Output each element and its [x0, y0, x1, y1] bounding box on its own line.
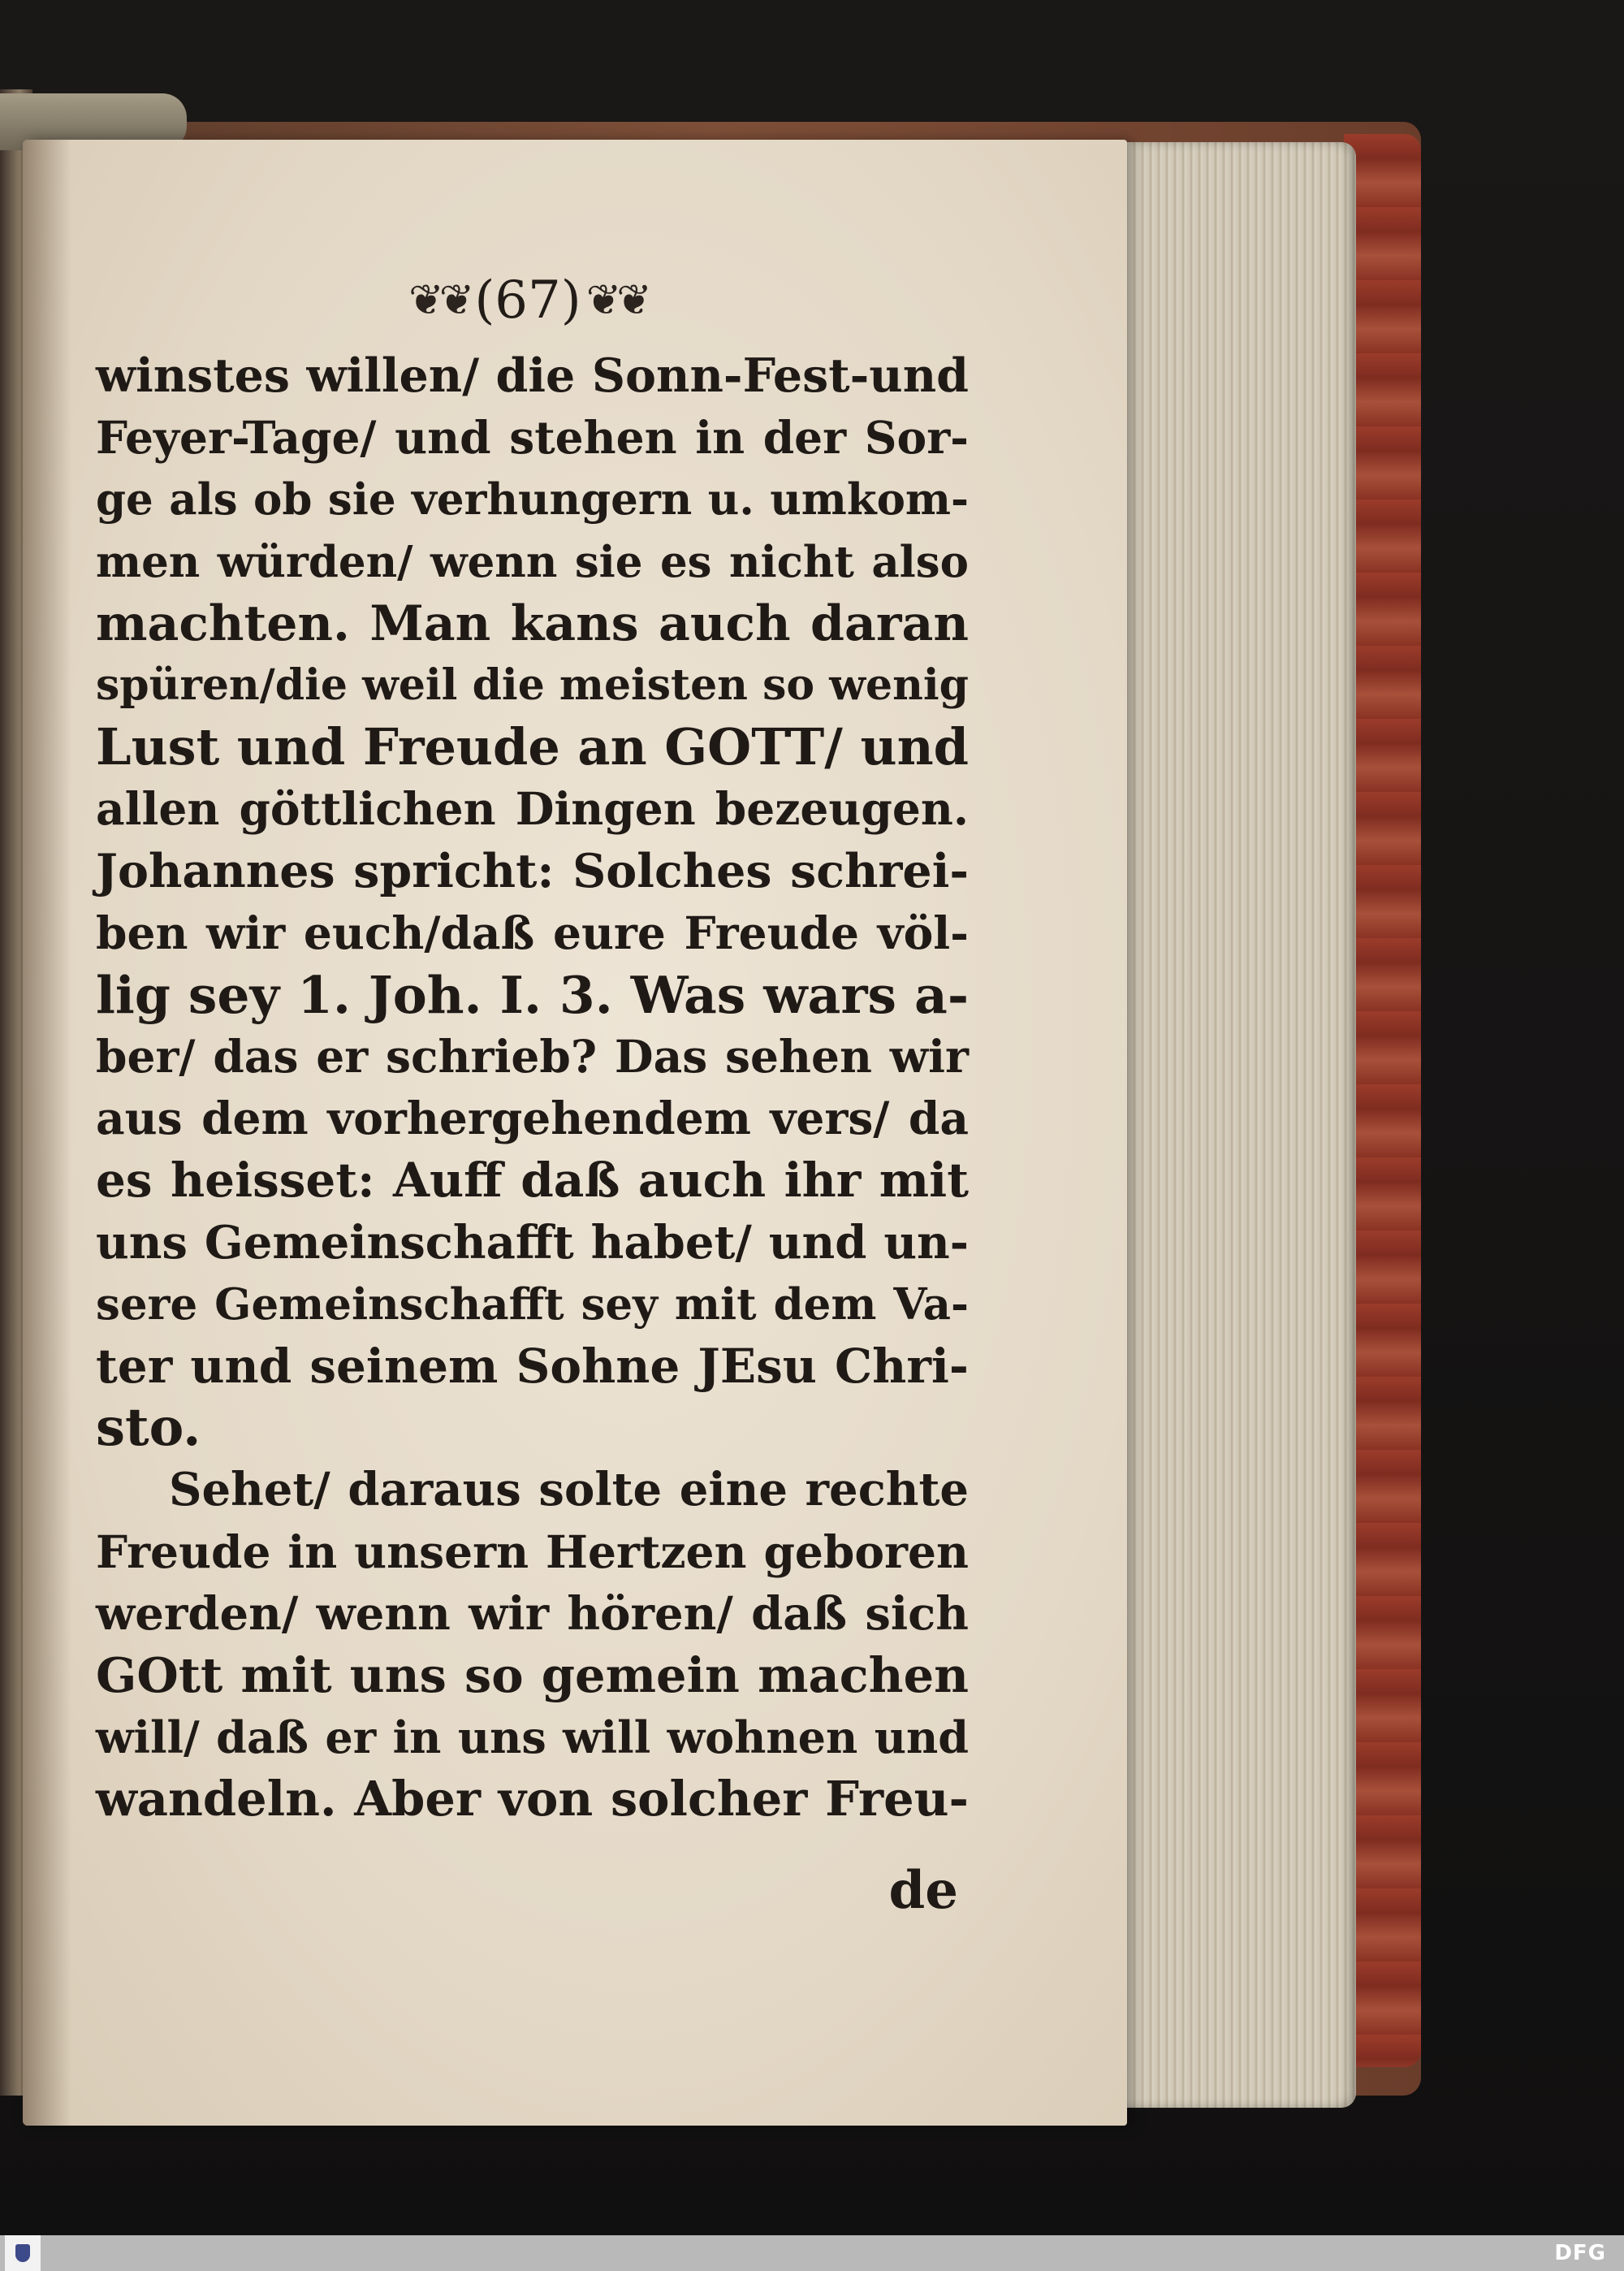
text-line: allen göttlichen Dingen bezeugen.	[96, 782, 969, 836]
text-line: sere Gemeinschafft sey mit dem Va-	[96, 1278, 969, 1330]
text-line: sto.	[96, 1397, 201, 1459]
text-line: Lust und Freude an GOTT/ und	[96, 717, 969, 777]
page-number: (67)	[474, 270, 581, 331]
text-line: winstes willen/ die Sonn-Fest-und	[96, 348, 969, 403]
text-line: will/ daß er in uns will wohnen und	[96, 1711, 969, 1764]
text-line: Sehet/ daraus solte eine rechte	[169, 1463, 969, 1517]
catchword: de	[888, 1860, 958, 1921]
text-line: werden/ wenn wir hören/ daß sich	[96, 1586, 969, 1641]
text-line: GOtt mit uns so gemein machen	[96, 1646, 969, 1703]
viewer-footer-bar	[0, 2235, 1624, 2271]
text-line: es heisset: Auff daß auch ihr mit	[96, 1153, 969, 1209]
ornament-right-icon: ❦❦	[585, 276, 647, 325]
text-line: Johannes spricht: Solches schrei-	[96, 843, 969, 898]
text-line: ge als ob sie verhungern u. umkom-	[96, 474, 969, 526]
text-line: Feyer-Tage/ und stehen in der Sor-	[96, 411, 969, 465]
text-line: men würden/ wenn sie es nicht also	[96, 536, 969, 587]
text-line: uns Gemeinschafft habet/ und un-	[96, 1215, 969, 1270]
text-line: ter und seinem Sohne JEsu Chri-	[96, 1339, 969, 1394]
page-fore-edge	[1088, 142, 1356, 2108]
library-emblem-icon	[15, 2244, 30, 2262]
body-text	[96, 345, 969, 1831]
page-header	[365, 264, 690, 337]
dfg-logo[interactable]: DFG	[1554, 2241, 1606, 2265]
text-line: machten. Man kans auch daran	[96, 595, 969, 652]
gutter-shadow	[23, 140, 71, 2126]
text-line: ber/ das er schrieb? Das sehen wir	[96, 1030, 969, 1084]
text-line: Freude in unsern Hertzen geboren	[96, 1525, 969, 1578]
text-line: aus dem vorhergehendem vers/ da	[96, 1092, 969, 1145]
text-line: spüren/die weil die meisten so wenig	[96, 660, 969, 710]
text-line: lig sey 1. Joh. I. 3. Was wars a-	[96, 964, 969, 1025]
library-logo-icon[interactable]	[5, 2235, 41, 2271]
text-line: ben wir euch/daß eure Freude völ-	[96, 906, 969, 959]
text-line: wandeln. Aber von solcher Freu-	[96, 1771, 969, 1828]
ornament-left-icon: ❦❦	[408, 276, 470, 325]
